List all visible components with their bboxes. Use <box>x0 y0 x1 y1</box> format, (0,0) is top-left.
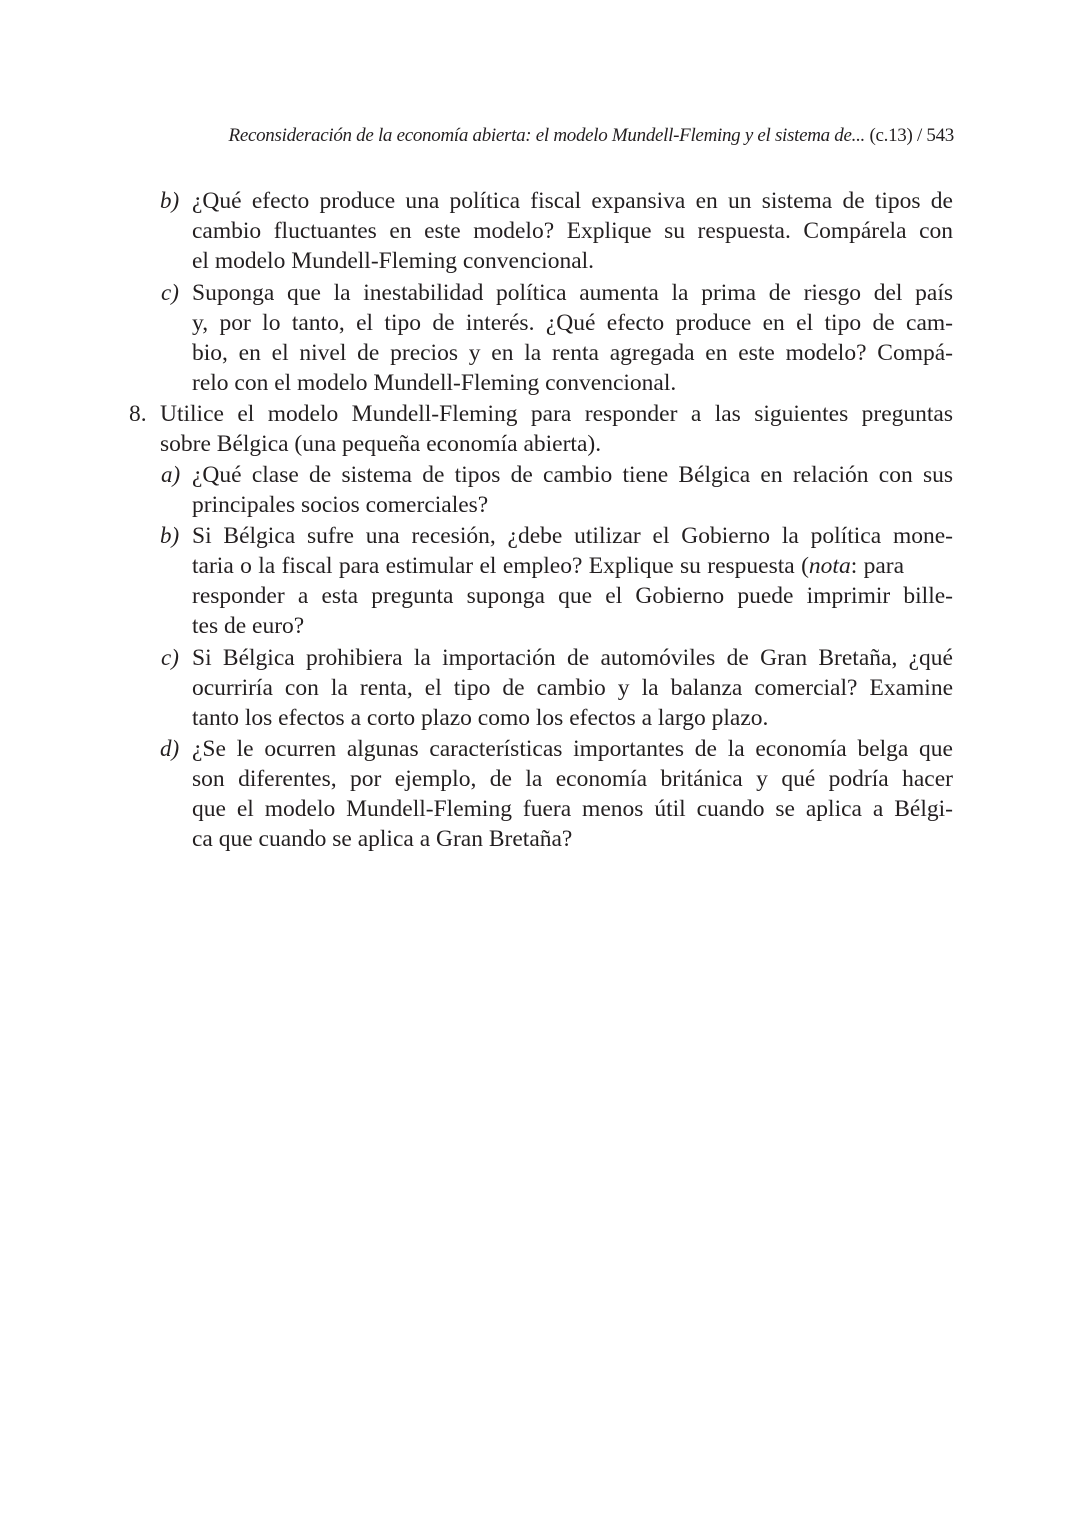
text-line: ca que cuando se aplica a Gran Bretaña? <box>192 826 573 852</box>
text-line: que el modelo Mundell-Fleming fuera menos útil cuando se aplica a Bélgi- <box>192 796 953 822</box>
text-line: relo con el modelo Mundell-Fleming convencional. <box>192 370 677 396</box>
text-line: Si Bélgica prohibiera la importación de automóviles de Gran Bretaña, ¿qué <box>192 645 953 671</box>
subitem-label-c: c) <box>161 645 179 670</box>
text-line: Suponga que la inestabilidad política aumenta la prima de riesgo del país <box>192 280 953 306</box>
text-segment <box>192 551 904 581</box>
note-after: : para <box>850 553 905 579</box>
text-line: Si Bélgica sufre una recesión, ¿debe utilizar el Gobierno la política mone- <box>192 523 953 549</box>
text-line: cambio fluctuantes en este modelo? Explique su respuesta. Compárela con <box>192 218 953 244</box>
item-label: c) <box>161 280 179 305</box>
text-segment-main: taria o la fiscal para estimular el empleo? Explique su respuesta ( <box>192 553 809 579</box>
page-number: 543 <box>926 125 954 146</box>
text-line: ¿Se le ocurren algunas características importantes de la economía belga que <box>192 736 953 762</box>
text-line: principales socios comerciales? <box>192 492 489 518</box>
subitem-label-d: d) <box>160 736 180 761</box>
text-line: ¿Qué efecto produce una política fiscal expansiva en un sistema de tipos de <box>192 188 953 214</box>
text-line: tanto los efectos a corto plazo como los efectos a largo plazo. <box>192 705 769 731</box>
subitem-label-a: a) <box>161 462 181 487</box>
header-separator: / <box>916 125 922 146</box>
text-line: Utilice el modelo Mundell-Fleming para responder a las siguientes preguntas <box>160 401 953 427</box>
text-line: son diferentes, por ejemplo, de la economía británica y qué podría hacer <box>192 766 953 792</box>
question-item-b <box>0 186 1080 276</box>
question-8 <box>0 399 1080 869</box>
text-line: y, por lo tanto, el tipo de interés. ¿Qué efecto produce en el tipo de cam- <box>192 310 953 336</box>
header-chapter: (c.13) <box>869 125 913 146</box>
text-line: bio, en el nivel de precios y en la renta agregada en este modelo? Compá- <box>192 340 953 366</box>
running-header <box>182 124 954 148</box>
header-title: Reconsideración de la economía abierta: el modelo Mundell-Fleming y el sistema de... <box>228 125 865 146</box>
question-item-c <box>0 278 1080 398</box>
subitem-label-b: b) <box>160 523 180 548</box>
text-line-with-note <box>192 551 953 581</box>
text-line: responder a esta pregunta suponga que el Gobierno puede imprimir bille- <box>192 583 953 609</box>
question-number: 8. <box>129 401 147 427</box>
text-line: el modelo Mundell-Fleming convencional. <box>192 248 595 274</box>
text-line: ¿Qué clase de sistema de tipos de cambio tiene Bélgica en relación con sus <box>192 462 953 488</box>
note-word: nota <box>808 553 851 579</box>
text-line: sobre Bélgica (una pequeña economía abierta). <box>160 431 602 457</box>
text-line: tes de euro? <box>192 613 305 639</box>
item-label: b) <box>160 188 180 213</box>
text-line: ocurriría con la renta, el tipo de cambio y la balanza comercial? Examine <box>192 675 953 701</box>
